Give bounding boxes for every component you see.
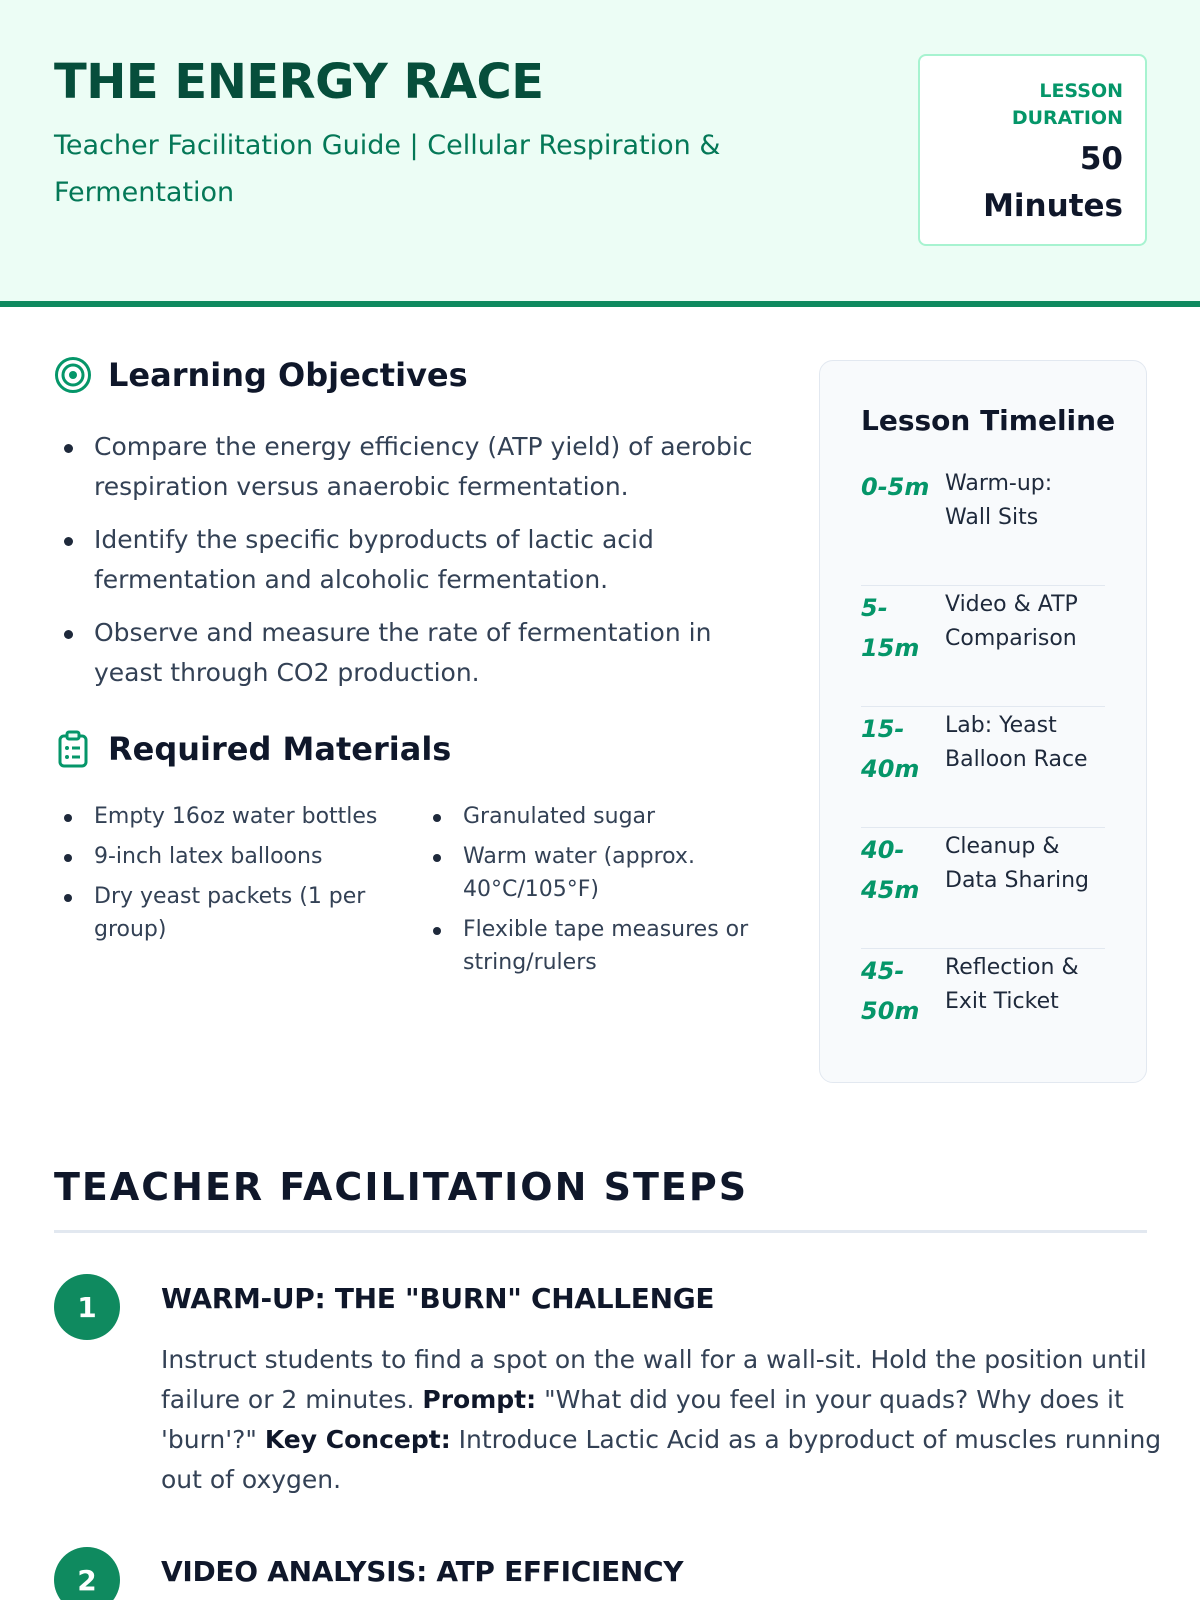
lesson-timeline-card xyxy=(819,360,1147,1083)
duration-label: LESSON DURATION xyxy=(1011,80,1123,129)
step-text: Instruct students to find a spot on the wall for a wall-sit. Hold the position until failure or 2 minutes. xyxy=(161,1345,1147,1414)
lesson-duration-card xyxy=(918,54,1147,246)
step-body xyxy=(161,1340,1191,1500)
step-title: WARM-UP: THE "BURN" CHALLENGE xyxy=(161,1282,715,1315)
duration-value: 50 Minutes xyxy=(983,141,1123,224)
page-subtitle: Teacher Facilitation Guide | Cellular Respiration & Fermentation xyxy=(54,130,721,208)
material-item: 9-inch latex balloons xyxy=(62,840,422,873)
step-number-badge: 1 xyxy=(54,1274,120,1340)
timeline-item xyxy=(861,465,1105,586)
timeline-desc: Warm-up: Wall Sits xyxy=(945,471,1053,530)
page-header xyxy=(0,0,1200,307)
clipboard-icon xyxy=(54,730,92,768)
materials-list-left xyxy=(62,800,422,953)
material-item: Empty 16oz water bottles xyxy=(62,800,422,833)
step-key-concept-label: Key Concept: xyxy=(264,1425,451,1454)
timeline-time: 15-40m xyxy=(861,715,920,783)
target-icon xyxy=(54,356,92,394)
step-text: "What did you feel in your quads? Why does it 'burn'?" xyxy=(161,1385,1124,1454)
step-number-badge: 2 xyxy=(54,1547,120,1600)
timeline-time: 40-45m xyxy=(861,836,920,904)
timeline-time: 5-15m xyxy=(861,594,920,662)
objective-item: Compare the energy efficiency (ATP yield) of aerobic respiration versus anaerobic fermentation. xyxy=(62,427,762,507)
timeline-item xyxy=(861,586,1105,707)
objectives-list xyxy=(62,427,762,706)
step-prompt-label: Prompt: xyxy=(422,1385,537,1414)
materials-list-right xyxy=(431,800,771,986)
timeline-item xyxy=(861,828,1105,949)
step-text: Introduce Lactic Acid as a byproduct of muscles running out of oxygen. xyxy=(161,1425,1162,1494)
material-item: Dry yeast packets (1 per group) xyxy=(62,880,422,946)
timeline-title: Lesson Timeline xyxy=(861,404,1116,437)
timeline-desc: Lab: Yeast Balloon Race xyxy=(945,713,1088,772)
materials-heading-label: Required Materials xyxy=(108,730,452,768)
objectives-heading-label: Learning Objectives xyxy=(108,356,468,394)
step-title: VIDEO ANALYSIS: ATP EFFICIENCY xyxy=(161,1555,684,1588)
material-item: Granulated sugar xyxy=(431,800,771,833)
material-item: Flexible tape measures or string/rulers xyxy=(431,913,771,979)
timeline-time: 45-50m xyxy=(861,957,920,1025)
objective-item: Observe and measure the rate of fermentation in yeast through CO2 production. xyxy=(62,613,762,693)
timeline-desc: Video & ATP Comparison xyxy=(945,592,1078,651)
material-item: Warm water (approx. 40°C/105°F) xyxy=(431,840,771,906)
facilitation-step xyxy=(54,1547,1147,1600)
materials-heading xyxy=(54,730,451,768)
timeline-time: 0-5m xyxy=(861,473,930,501)
timeline-item xyxy=(861,707,1105,828)
facilitation-step xyxy=(54,1274,1162,1494)
objectives-heading xyxy=(54,356,468,394)
timeline-item xyxy=(861,949,1105,1070)
page-title: THE ENERGY RACE xyxy=(54,54,544,110)
objective-item: Identify the specific byproducts of lactic acid fermentation and alcoholic fermentation. xyxy=(62,520,762,600)
timeline-desc: Cleanup & Data Sharing xyxy=(945,834,1089,893)
steps-heading: TEACHER FACILITATION STEPS xyxy=(54,1165,749,1209)
steps-divider xyxy=(54,1230,1147,1233)
timeline-desc: Reflection & Exit Ticket xyxy=(945,955,1079,1014)
